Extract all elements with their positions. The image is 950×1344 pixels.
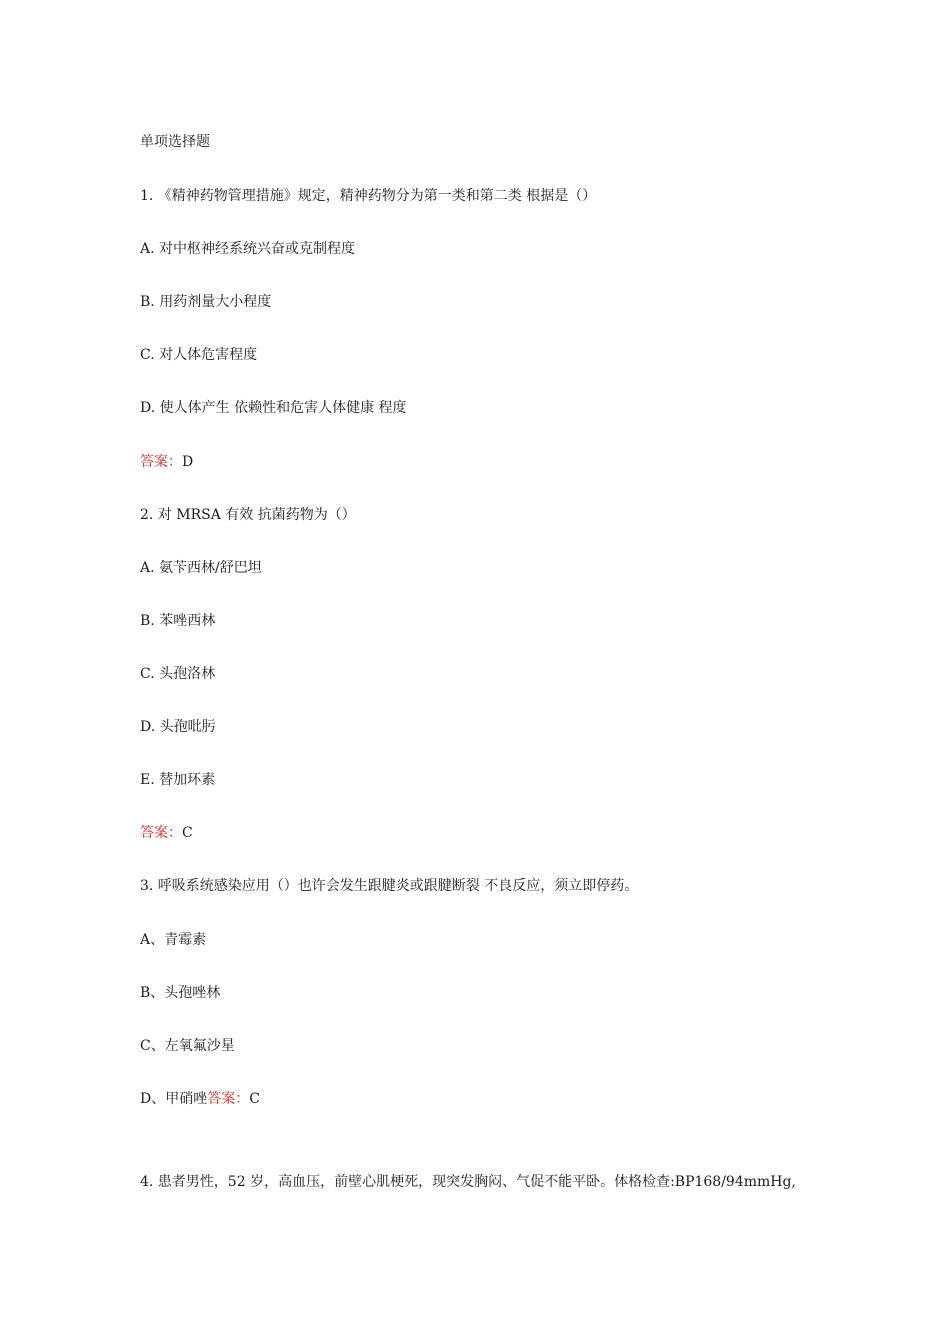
question-1-option-d: D. 使人体产生 依赖性和危害人体健康 程度 (140, 400, 407, 416)
question-2-option-c: C. 头孢洛林 (140, 666, 216, 682)
question-3-option-d: D、甲硝唑 (140, 1091, 208, 1107)
question-3-option-a: A、青霉素 (140, 932, 207, 948)
question-2-stem: 2. 对 MRSA 有效 抗菌药物为（） (140, 507, 356, 523)
question-1-answer (140, 453, 193, 471)
section-title: 单项选择题 (140, 134, 210, 150)
question-1-option-a: A. 对中枢神经系统兴奋或克制程度 (140, 241, 356, 257)
question-2-answer (140, 824, 193, 842)
answer-label: 答案： (207, 1091, 250, 1107)
question-3-option-d-with-answer (140, 1090, 260, 1108)
question-3-stem: 3. 呼吸系统感染应用（）也许会发生跟腱炎或跟腱断裂 不良反应，须立即停药。 (140, 878, 639, 894)
question-2-option-e: E. 替加环素 (140, 772, 216, 788)
answer-label: 答案： (140, 454, 182, 470)
answer-value: C (249, 1091, 260, 1107)
question-3-option-c: C、左氧氟沙星 (140, 1038, 235, 1054)
question-1-option-c: C. 对人体危害程度 (140, 347, 258, 363)
answer-label: 答案： (140, 825, 182, 841)
answer-value: C (182, 825, 193, 841)
question-2-option-d: D. 头孢吡肟 (140, 719, 216, 735)
question-1-stem: 1. 《精神药物管理措施》规定，精神药物分为第一类和第二类 根据是（） (140, 188, 597, 204)
question-4-stem: 4. 患者男性，52 岁，高血压，前壁心肌梗死，现突发胸闷、气促不能平卧。体格检查:BP168/94mmHg, (140, 1174, 796, 1190)
question-2-option-b: B. 苯唑西林 (140, 613, 216, 629)
question-2-option-a: A. 氨苄西林/舒巴坦 (140, 560, 262, 576)
answer-value: D (182, 454, 194, 470)
question-3-option-b: B、头孢唑林 (140, 985, 221, 1001)
question-1-option-b: B. 用药剂量大小程度 (140, 294, 272, 310)
